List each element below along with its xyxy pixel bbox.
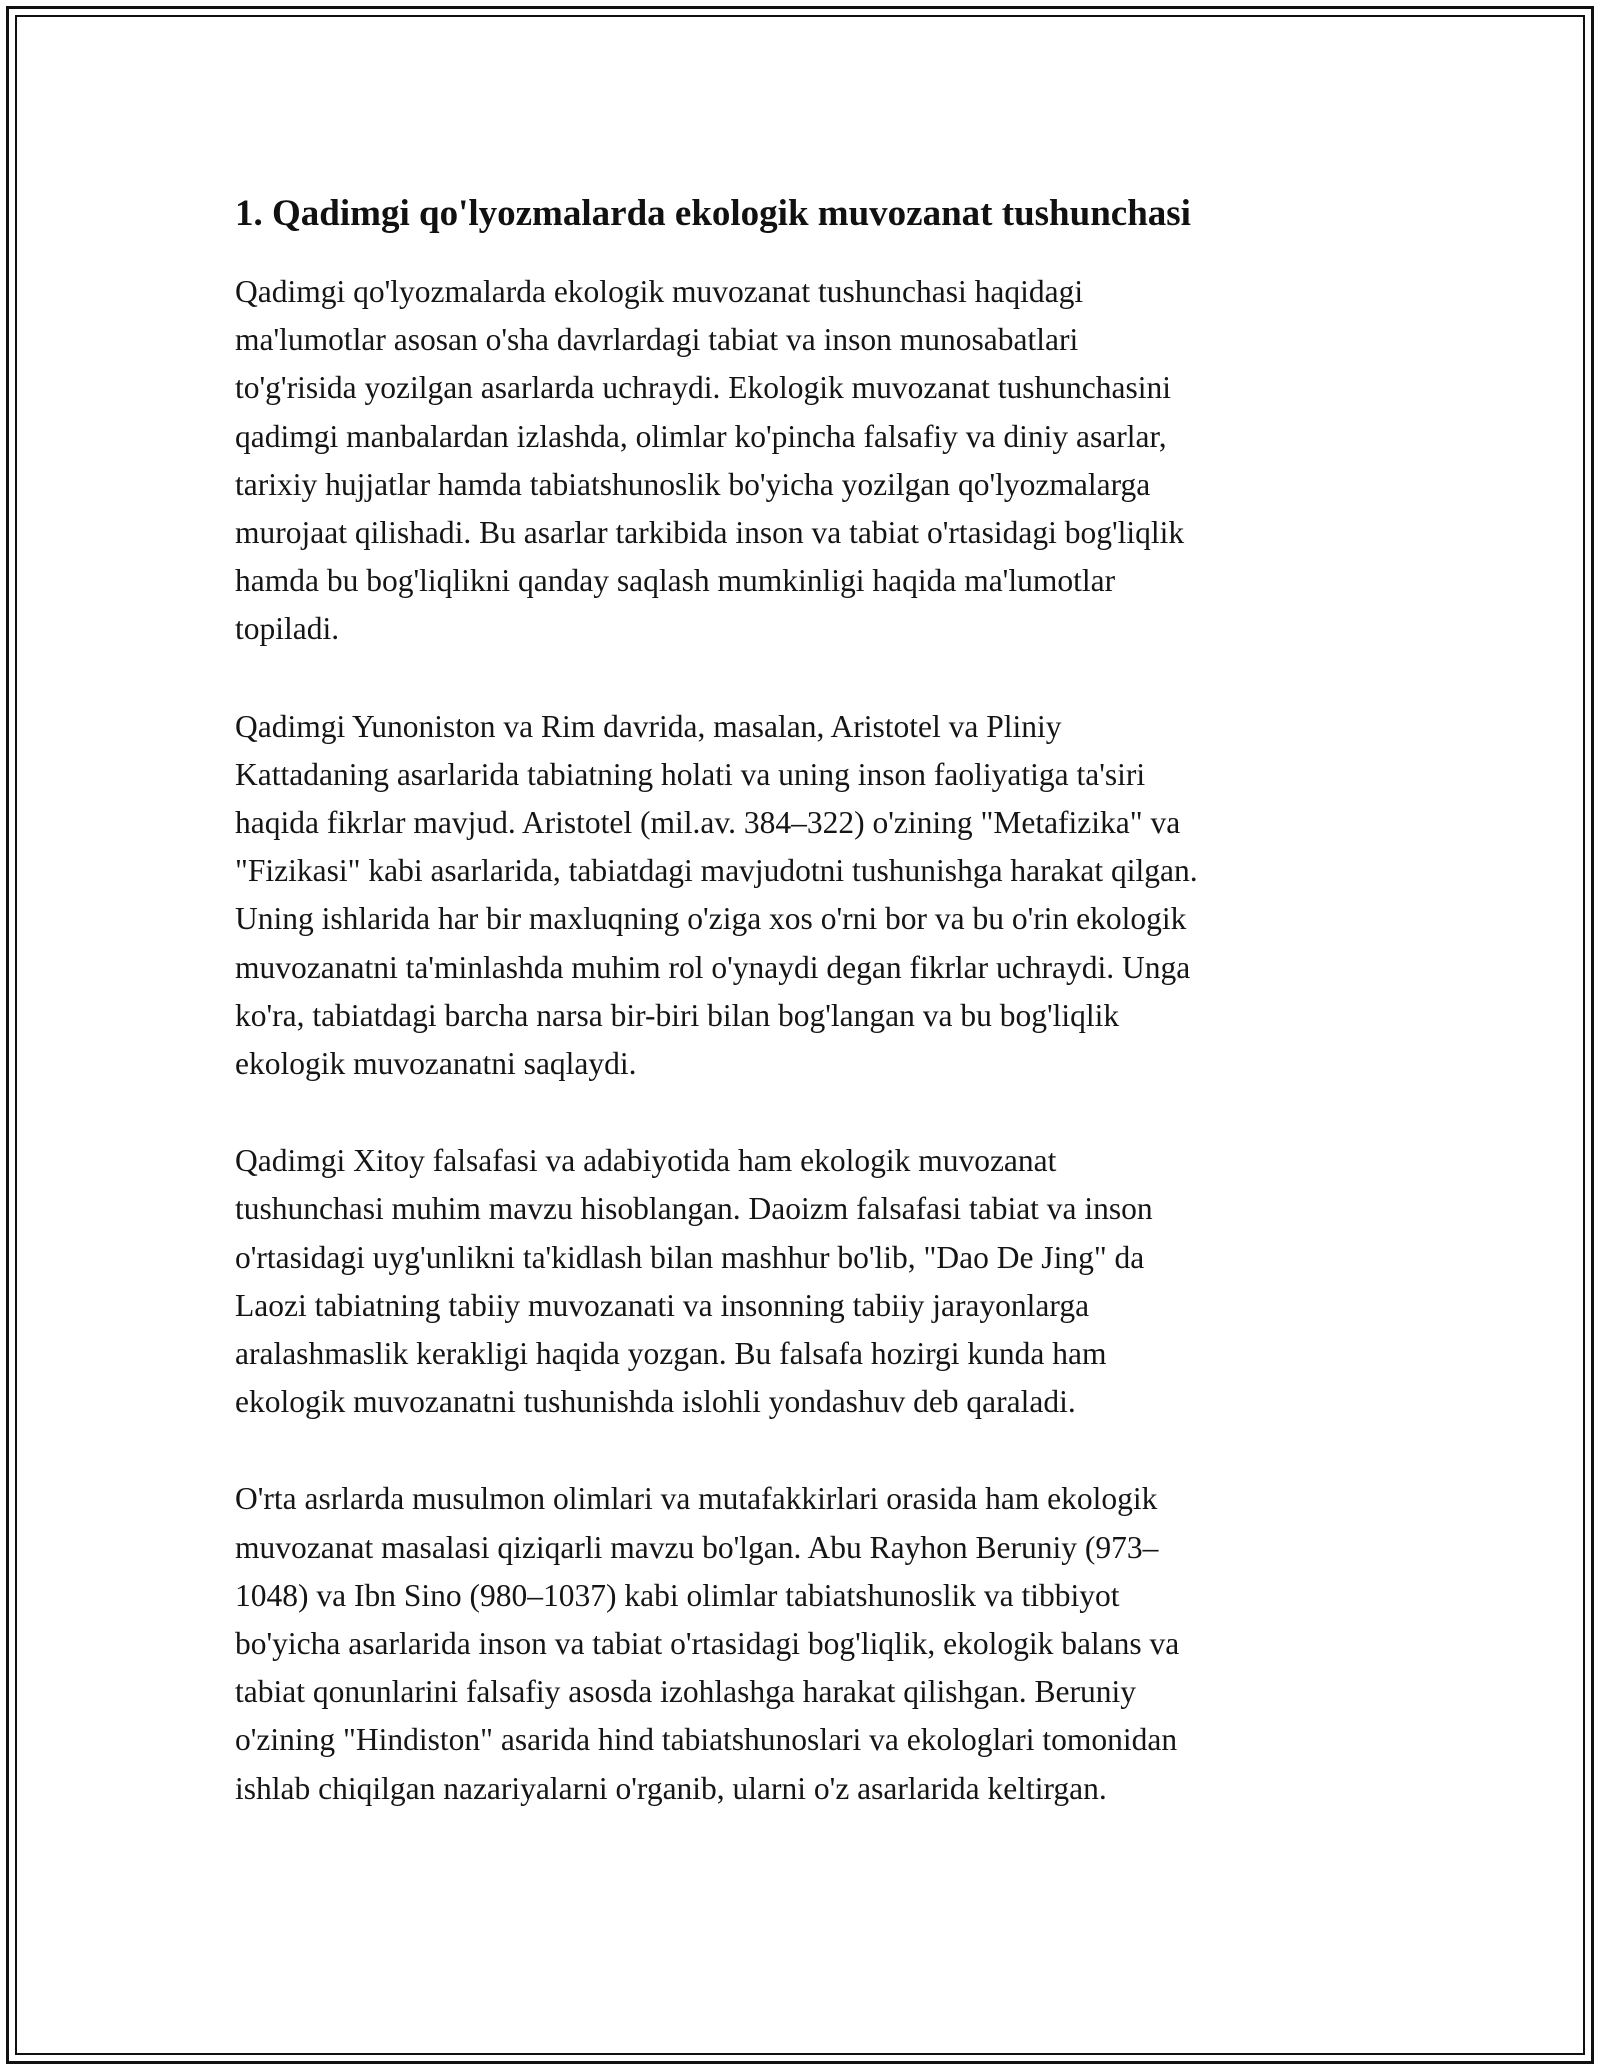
text-line: ko'ra, tabiatdagi barcha narsa bir-biri bilan bog'langan va bu bog'liqlik bbox=[235, 997, 1120, 1033]
text-line: "Fizikasi" kabi asarlarida, tabiatdagi mavjudotni tushunishga harakat qilgan. bbox=[235, 853, 1198, 889]
paragraph-1 bbox=[235, 268, 1365, 654]
text-line: ishlab chiqilgan nazariyalarni o'rganib, ularni o'z asarlarida keltirgan. bbox=[235, 1770, 1107, 1806]
text-line: muvozanatni ta'minlashda muhim rol o'ynaydi degan fikrlar uchraydi. Unga bbox=[235, 949, 1191, 985]
text-line: ma'lumotlar asosan o'sha davrlardagi tabiat va inson munosabatlari bbox=[235, 322, 1079, 358]
text-line: topiladi. bbox=[235, 611, 340, 647]
text-line: haqida fikrlar mavjud. Aristotel (mil.av. 384–322) o'zining "Metafizika" va bbox=[235, 805, 1181, 841]
paragraph-3 bbox=[235, 1137, 1365, 1426]
text-line: o'zining "Hindiston" asarida hind tabiatshunoslari va ekologlari tomonidan bbox=[235, 1722, 1178, 1758]
text-line: Qadimgi qo'lyozmalarda ekologik muvozanat tushunchasi haqidagi bbox=[235, 274, 1084, 309]
text-line: murojaat qilishadi. Bu asarlar tarkibida inson va tabiat o'rtasidagi bog'liqlik bbox=[235, 515, 1185, 551]
document-body bbox=[235, 188, 1365, 1862]
text-line: to'g'risida yozilgan asarlarda uchraydi. Ekologik muvozanat tushunchasini bbox=[235, 370, 1171, 406]
text-line: Uning ishlarida har bir maxluqning o'ziga xos o'rni bor va bu o'rin ekologik bbox=[235, 901, 1187, 937]
paragraph-2 bbox=[235, 703, 1365, 1089]
text-line: tabiat qonunlarini falsafiy asosda izohlashga harakat qilishgan. Beruniy bbox=[235, 1674, 1136, 1710]
text-line: ekologik muvozanatni tushunishda islohli yondashuv deb qaraladi. bbox=[235, 1384, 1076, 1420]
text-line: Qadimgi Xitoy falsafasi va adabiyotida ham ekologik muvozanat bbox=[235, 1143, 1057, 1179]
text-line: Kattadaning asarlarida tabiatning holati va uning inson faoliyatiga ta'siri bbox=[235, 756, 1146, 792]
text-line: Qadimgi Yunoniston va Rim davrida, masalan, Aristotel va Pliniy bbox=[235, 708, 1062, 744]
text-line: ekologik muvozanatni saqlaydi. bbox=[235, 1046, 637, 1082]
text-line: Laozi tabiatning tabiiy muvozanati va insonning tabiiy jarayonlarga bbox=[235, 1287, 1090, 1323]
text-line: aralashmaslik kerakligi haqida yozgan. Bu falsafa hozirgi kunda ham bbox=[235, 1336, 1107, 1372]
section-heading: 1. Qadimgi qo'lyozmalarda ekologik muvozanat tushunchasi bbox=[235, 193, 1191, 234]
text-line: 1048) va Ibn Sino (980–1037) kabi olimlar tabiatshunoslik va tibbiyot bbox=[235, 1577, 1120, 1613]
text-line: tushunchasi muhim mavzu hisoblangan. Daoizm falsafasi tabiat va inson bbox=[235, 1191, 1153, 1227]
text-line: tarixiy hujjatlar hamda tabiatshunoslik bo'yicha yozilgan qo'lyozmalarga bbox=[235, 466, 1151, 502]
text-line: muvozanat masalasi qiziqarli mavzu bo'lgan. Abu Rayhon Beruniy (973– bbox=[235, 1529, 1159, 1565]
text-line: o'rtasidagi uyg'unlikni ta'kidlash bilan mashhur bo'lib, "Dao De Jing" da bbox=[235, 1239, 1145, 1275]
text-line: O'rta asrlarda musulmon olimlari va mutafakkirlari orasida ham ekologik bbox=[235, 1481, 1158, 1517]
text-line: bo'yicha asarlarida inson va tabiat o'rtasidagi bog'liqlik, ekologik balans va bbox=[235, 1626, 1180, 1662]
text-line: hamda bu bog'liqlikni qanday saqlash mumkinligi haqida ma'lumotlar bbox=[235, 563, 1116, 599]
text-line: qadimgi manbalardan izlashda, olimlar ko'pincha falsafiy va diniy asarlar, bbox=[235, 418, 1167, 454]
paragraph-4 bbox=[235, 1475, 1365, 1812]
